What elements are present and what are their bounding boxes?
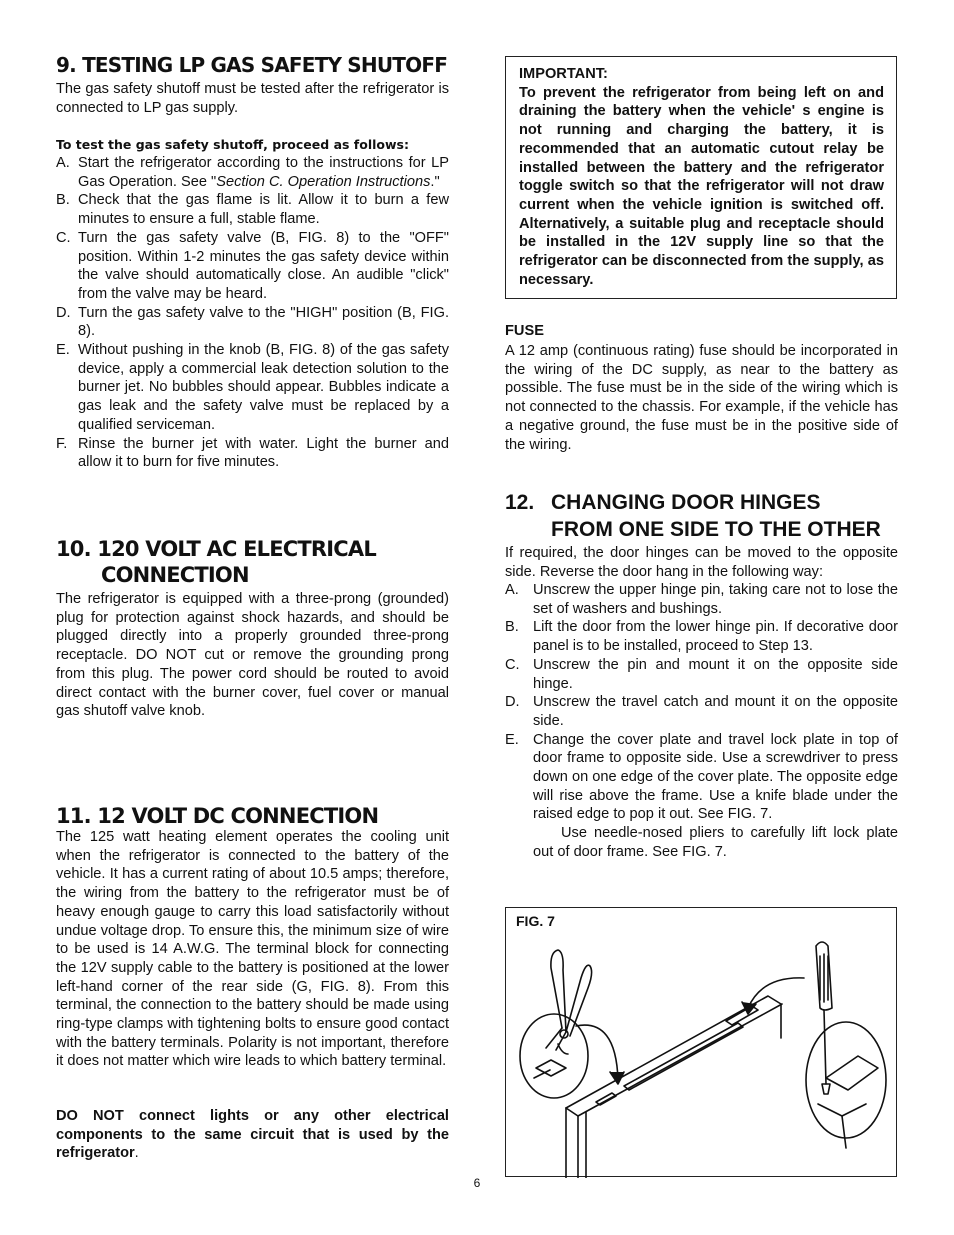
step-text: Rinse the burner jet with water. Light the burner and allow it to burn for five minutes.: [78, 435, 449, 471]
figure-7-illustration: [506, 908, 898, 1178]
step-text: [533, 731, 898, 862]
step-text-part1: Change the cover plate and travel lock plate in top of door frame to opposite side. Use a screwdriver to press down on one edge of the cover plate. The opposite edge will rise above the frame. Use a knife blade under the raised edge to pop it out. See FIG. 7.: [533, 731, 898, 823]
list-item: [505, 656, 898, 693]
section-11-warning: [56, 1107, 449, 1163]
step-text-part2: Use needle-nosed pliers to carefully lift lock plate out of door frame. See FIG. 7.: [533, 825, 898, 860]
step-letter: B.: [505, 619, 519, 636]
figure-label: FIG. 7: [516, 913, 555, 929]
step-text: Unscrew the travel catch and mount it on the opposite side.: [533, 694, 898, 729]
warning-end: .: [134, 1145, 139, 1162]
step-letter: D.: [505, 694, 520, 711]
step-letter: C.: [505, 656, 520, 673]
list-item: [56, 435, 449, 472]
step-text: Unscrew the upper hinge pin, taking care not to lose the set of washers and bushings.: [533, 582, 898, 617]
list-item: [505, 731, 898, 862]
section-9-intro: The gas safety shutoff must be tested after the refrigerator is connected to LP gas supply.: [56, 81, 449, 116]
step-text: Lift the door from the lower hinge pin. If decorative door panel is to be installed, proceed to Step 13.: [533, 619, 898, 655]
step-letter: B.: [56, 192, 70, 209]
section-9-subheading: To test the gas safety shutoff, proceed as follows:: [56, 137, 409, 152]
section-12-heading-line2: FROM ONE SIDE TO THE OTHER: [551, 518, 881, 541]
important-title: IMPORTANT:: [519, 66, 608, 82]
door-frame-drawing: [566, 996, 782, 1178]
pliers-detail-circle: [520, 950, 592, 1098]
section-10-heading: [56, 536, 449, 588]
section-9-steps: [56, 154, 449, 472]
section-10-heading-line2: CONNECTION: [101, 563, 249, 587]
important-notice-box: [505, 56, 897, 299]
list-item: [56, 154, 449, 191]
step-letter: E.: [56, 342, 70, 359]
list-item: [505, 618, 898, 655]
step-letter: F.: [56, 435, 68, 452]
page-number: 6: [473, 1176, 481, 1190]
screwdriver-detail-circle: [806, 1022, 886, 1148]
step-text: [78, 154, 449, 191]
section-9-heading: 9. TESTING LP GAS SAFETY SHUTOFF: [56, 53, 448, 77]
fuse-heading: FUSE: [505, 323, 544, 339]
list-item: [56, 304, 449, 341]
section-12-heading: [505, 489, 898, 543]
section-11-body: The 125 watt heating element operates the cooling unit when the refrigerator is connected to the battery of the vehicle. It has a current rating of about 10.5 amps; therefore, the wiring from the battery to the refrigerator must be of heavy enough gauge to carry this load satisfactorily without undue voltage drop. To ensure this, the minimum size of wire to be used is 14 A.W.G. The terminal block for connecting the 12V supply cable to the battery is positioned at the lower left-hand corner of the rear side (G, FIG. 8). From this terminal, the connection to the battery should be made using ring-type clamps with tightening bolts to ensure good contact with the battery terminals. Polarity is not important, therefore it does not matter which wire leads to which battery terminal.: [56, 829, 449, 1070]
step-text: Check that the gas flame is lit. Allow it to burn a few minutes to ensure a full, stable flame.: [78, 192, 449, 228]
important-body: To prevent the refrigerator from being left on and draining the battery when the vehicle' s engine is not running and charging the battery, it is recommended that an automatic cutout relay be installed between the battery and the refrigerator toggle switch so that the refrigerator will not draw current when the vehicle ignition is switched off. Alternatively, a suitable plug and receptacle should be installed in the 12V supply line so that the refrigerator can be disconnected from the supply, as necessary.: [519, 84, 884, 288]
section-12-intro: If required, the door hinges can be moved to the opposite side. Reverse the door hang in the following way:: [505, 545, 898, 580]
step-text: Turn the gas safety valve (B, FIG. 8) to the "OFF" position. Within 1-2 minutes the gas safety device within the valve should automatically close. An audible "click" from the valve may be heard.: [78, 229, 449, 302]
section-12-steps: [505, 581, 898, 862]
fuse-body: A 12 amp (continuous rating) fuse should be incorporated in the wiring of the DC supply, as near to the battery as possible. The fuse must be in the side of the wiring which is not connected to the chassis. For example, if the vehicle has a negative ground, the fuse must be in the positive side of the wiring.: [505, 343, 898, 453]
step-letter: D.: [56, 304, 71, 321]
figure-7: [505, 907, 897, 1177]
step-text: Without pushing in the knob (B, FIG. 8) of the gas safety device, apply a commercial leak detection solution to the burner jet. No bubbles should appear. Bubbles indicate a gas leak and the safety valve must be replaced by a qualified serviceman.: [78, 342, 449, 433]
screwdriver-drawing: [816, 942, 832, 1094]
step-letter: E.: [505, 731, 519, 748]
list-item: [56, 191, 449, 228]
section-12-heading-line1: CHANGING DOOR HINGES: [551, 491, 821, 514]
section-11-heading: 11. 12 VOLT DC CONNECTION: [56, 804, 379, 828]
step-text: Unscrew the pin and mount it on the opposite side hinge.: [533, 656, 898, 692]
list-item: [56, 341, 449, 435]
warning-text: DO NOT connect lights or any other electrical components to the same circuit that is used by the refrigerator: [56, 1108, 449, 1162]
section-10-body: The refrigerator is equipped with a three-prong (grounded) plug for protection against shock hazards, and should be plugged directly into a properly grounded three-prong receptacle. DO NOT cut or remove the grounding prong from this plug. The power cord should be routed to avoid direct contact with the burner cover, fuel cover or manual gas shutoff valve knob.: [56, 591, 449, 720]
list-item: [505, 581, 898, 618]
step-letter: C.: [56, 229, 71, 246]
step-letter: A.: [56, 155, 70, 171]
section-12-number: 12.: [505, 491, 535, 514]
step-text: Turn the gas safety valve to the "HIGH" position (B, FIG. 8).: [78, 304, 449, 340]
section-reference: Section C. Operation Instructions: [216, 173, 431, 190]
step-text-a: Start the refrigerator according to the instructions for LP Gas Operation. See ": [78, 155, 449, 190]
section-10-heading-line1: 10. 120 VOLT AC ELECTRICAL: [56, 537, 376, 561]
step-letter: A.: [505, 582, 519, 598]
list-item: [56, 229, 449, 304]
step-text-b: .": [430, 173, 440, 190]
list-item: [505, 693, 898, 730]
